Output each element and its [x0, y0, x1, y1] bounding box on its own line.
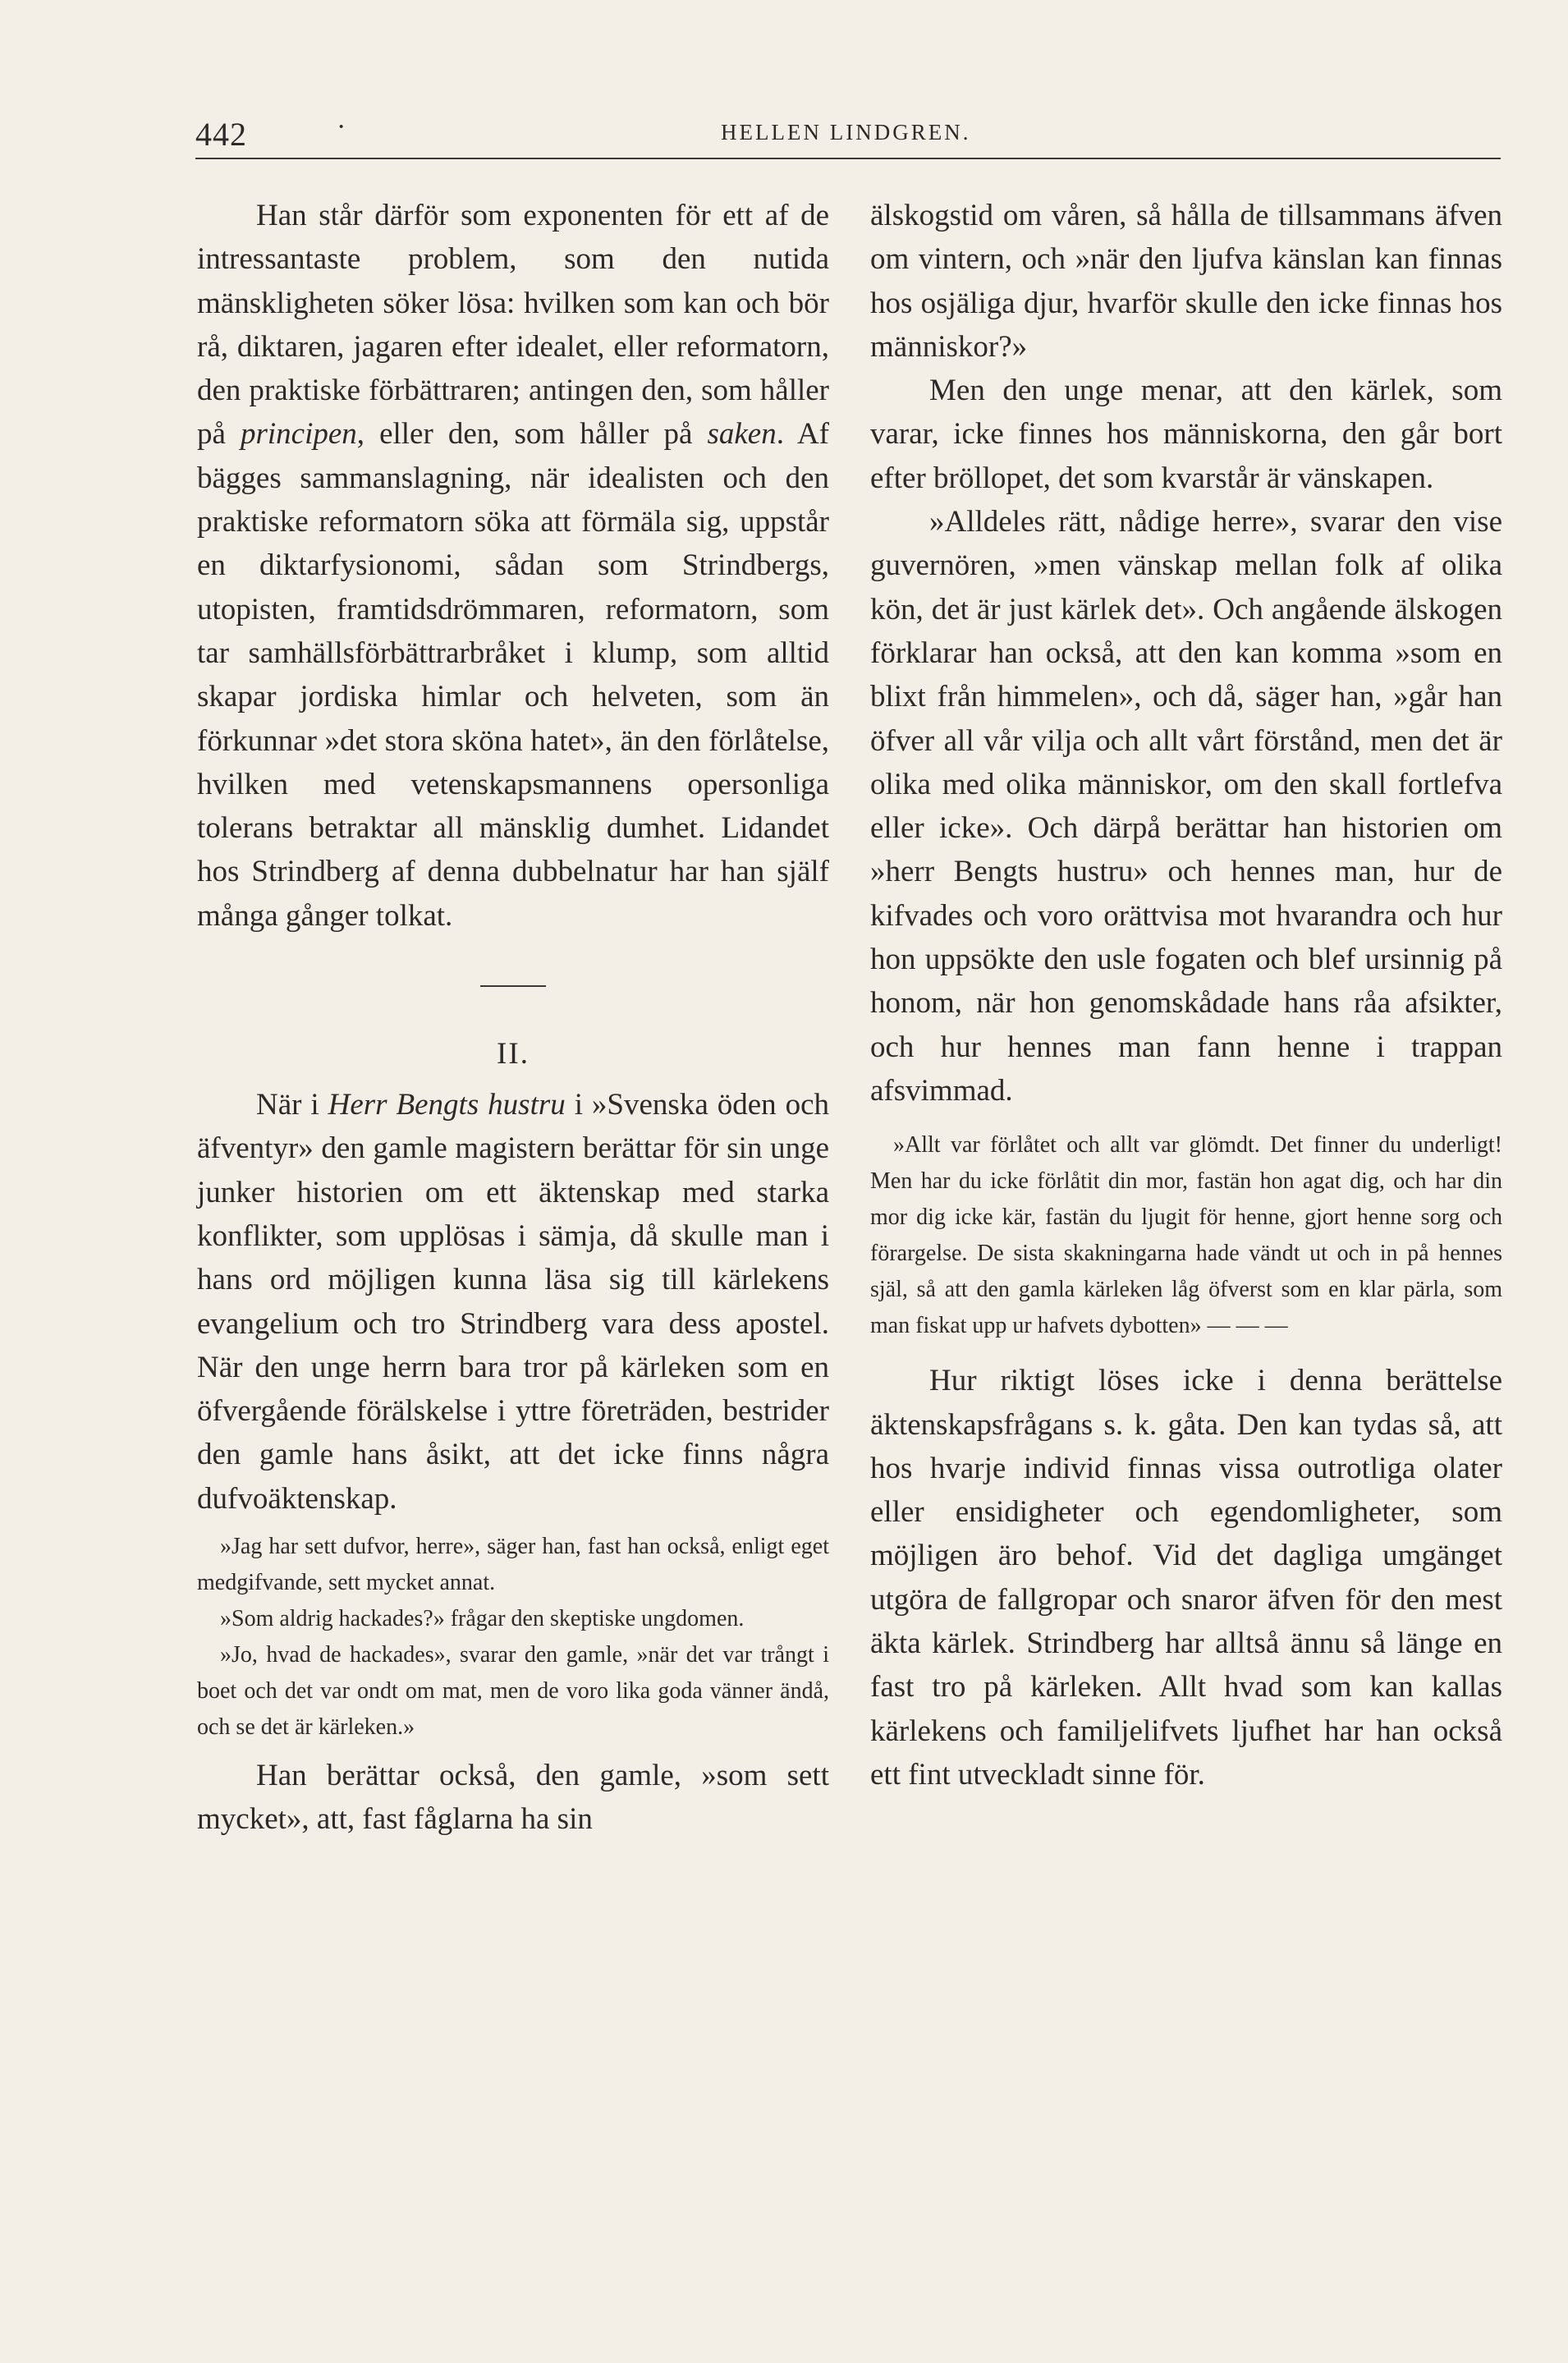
section-heading: II. [497, 1037, 530, 1071]
section-divider [480, 985, 546, 987]
left-paragraph-3: Han berättar också, den gamle, »som sett mycket», att, fast fåglarna ha sin [197, 1759, 829, 1837]
right-quote: »Allt var förlåtet och allt var glömdt. Det finner du underligt! Men har du icke förlåtit din mor, fastän hon agat dig, och har din mor dig icke kär, fastän du ljugit för henne, gjort henne sorg och förargelse. De sista skakningarna hade vändt ut och in på hennes själ, så att den gamla kärleken låg öfverst som en klar pärla, som man fiskat upp ur hafvets dybotten» — — — [870, 1132, 1502, 1339]
running-head: HELLEN LINDGREN. [721, 120, 971, 145]
right-paragraph-4: Hur riktigt löses icke i denna berättelse äktenskapsfrågans s. k. gåta. Den kan tydas så, att hos hvarje individ finnas vissa outrotliga olater eller ensidigheter och egendomligheter, som möjligen äro behof. Vid det dagliga umgänget utgöra de fallgropar och snaror äfven för den mest äkta kärlek. Strindberg har alltså ännu så länge en fast tro på kärleken. Allt hvad som kan kallas kärlekens och familjelifvets ljufhet har han också ett fint utveckladt sinne för. [870, 1364, 1502, 1792]
right-column [870, 194, 1502, 1796]
italic-principen: principen [240, 417, 357, 452]
left-quote-1: »Jag har sett dufvor, herre», säger han, fast han också, enligt eget medgifvande, sett mycket annat. [197, 1534, 829, 1596]
right-paragraph-2: Men den unge menar, att den kärlek, som varar, icke finnes hos människorna, den går bort efter bröllopet, det som kvarstår är vänskapen. [870, 374, 1502, 495]
right-paragraph-1: älskogstid om våren, så hålla de tillsammans äfven om vintern, och »när den ljufva känslan kan finnas hos osjäliga djur, hvarför skulle den icke finnas hos människor?» [870, 199, 1502, 364]
italic-saken: saken [707, 417, 777, 452]
italic-title: Herr Bengts hustru [328, 1088, 566, 1122]
left-column [197, 194, 829, 1842]
left-quote-3: »Jo, hvad de hackades», svarar den gamle, »när det var trångt i boet och det var ondt om mat, men de voro lika goda vänner ändå, och se det är kärleken.» [197, 1642, 829, 1741]
left-paragraph-1: Han står därför som exponenten för ett af de intressantaste problem, som den nutida mänskligheten söker lösa: hvilken som kan och bör rå, diktaren, jagaren efter idealet, eller reformatorn, den praktiske förbättraren; antingen den, som håller på principen, eller den, som håller på saken. Af bägges sammanslagning, när idealisten och den praktiske reformatorn söka att förmäla sig, uppstår en diktarfysionomi, sådan som Strindbergs, utopisten, framtidsdrömmaren, reformatorn, som tar samhällsförbättrarbråket i klump, som alltid skapar jordiska himlar och helveten, som än förkunnar »det stora sköna hatet», än den förlåtelse, hvilken med vetenskapsmannens opersonliga tolerans betraktar all mänsklig dumhet. Lidandet hos Strindberg af denna dubbelnatur har han själf många gånger tolkat. [197, 199, 830, 933]
page-header [195, 112, 1501, 161]
left-paragraph-2: När i Herr Bengts hustru i »Svenska öden och äfventyr» den gamle magistern berättar för sin unge junker historien om ett äktenskap med starka konflikter, som upplösas i sämja, då skulle man i hans ord möjligen kunna läsa sig till kärlekens evangelium och tro Strindberg vara dess apostel. När den unge herrn bara tror på kärleken som en öfvergående förälskelse i yttre företräden, bestrider den gamle hans åsikt, att det icke finns några dufvoäktenskap. [197, 1088, 829, 1516]
header-rule [195, 158, 1501, 159]
header-dot: · [337, 112, 346, 142]
right-paragraph-3: »Alldeles rätt, nådige herre», svarar den vise guvernören, »men vänskap mellan folk af olika kön, det är just kärlek det». Och angående älskogen förklarar han också, att den kan komma »som en blixt från himmelen», och då, säger han, »går han öfver all vår vilja och allt vårt förstånd, men det är olika med olika människor, om den skall fortlefva eller icke». Och därpå berättar han historien om »herr Bengts hustru» och hennes man, hur de kifvades och voro orättvisa mot hvarandra och hur hon uppsökte den usle fogaten och blef ursinnig på honom, när hon genomskådade hans råa afsikter, och hur hennes man fann henne i trappan afsvimmad. [870, 505, 1502, 1108]
page-number: 442 [195, 116, 247, 153]
left-quote-2: »Som aldrig hackades?» frågar den skeptiske ungdomen. [220, 1606, 745, 1632]
